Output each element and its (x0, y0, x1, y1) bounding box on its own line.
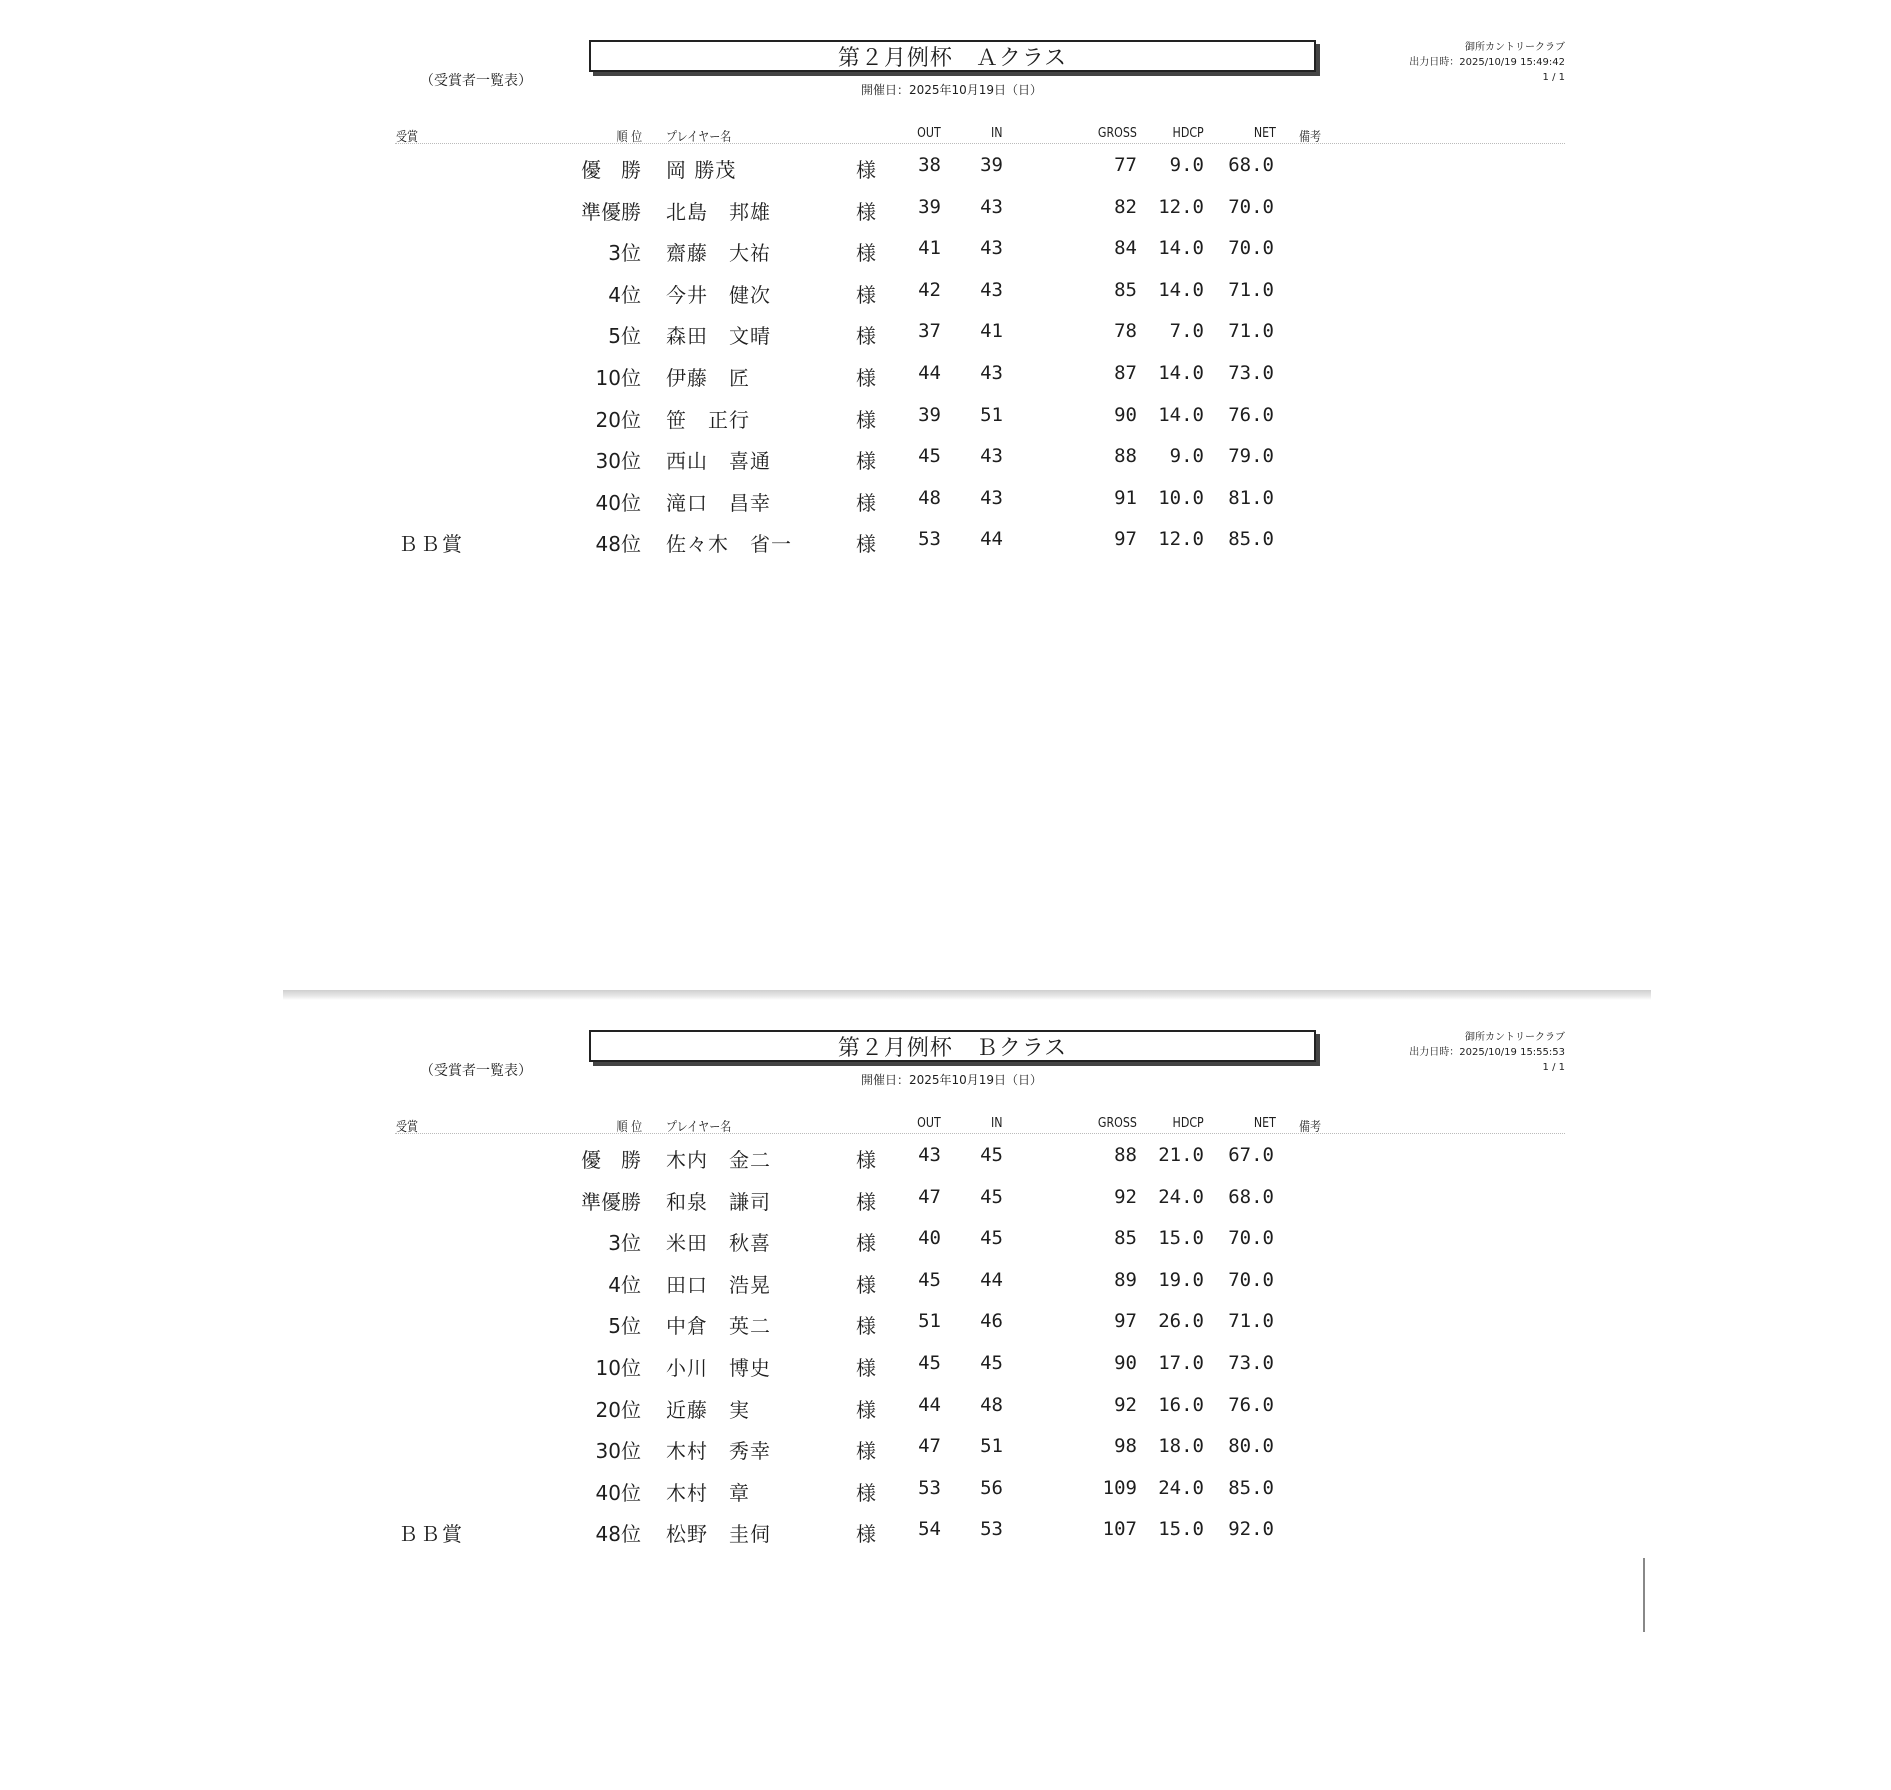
results-sheet-a (0, 0, 1891, 800)
gross-score-cell: 107 (1102, 1518, 1137, 1541)
gross-score-cell: 92 (1114, 1393, 1137, 1416)
rank-cell: 20位 (595, 407, 641, 432)
in-score-cell: 43 (980, 237, 1003, 260)
player-name-cell: 佐々木 省一 (666, 532, 792, 557)
net-score-cell: 71.0 (1228, 278, 1274, 301)
net-score-cell: 85.0 (1228, 528, 1274, 551)
honorific-cell: 様 (856, 1189, 876, 1214)
honorific-cell: 様 (856, 1355, 876, 1380)
in-score-cell: 51 (980, 403, 1003, 426)
table-row (0, 314, 1891, 356)
sheet-title: 第２月例杯 Ａクラス (589, 40, 1316, 72)
gross-score-cell: 85 (1114, 278, 1137, 301)
player-name-cell: 今井 健次 (666, 282, 771, 307)
player-name-cell: 西山 喜通 (666, 449, 771, 474)
in-score-cell: 56 (980, 1476, 1003, 1499)
player-name-cell: 松野 圭伺 (666, 1522, 771, 1547)
player-name-cell: 近藤 実 (666, 1397, 750, 1422)
out-score-cell: 40 (918, 1227, 941, 1250)
net-score-cell: 70.0 (1228, 1268, 1274, 1291)
in-score-cell: 48 (980, 1393, 1003, 1416)
rank-cell: 3位 (608, 241, 641, 266)
header-player: プレイヤー名 (666, 1120, 732, 1135)
out-score-cell: 39 (918, 195, 941, 218)
handicap-cell: 26.0 (1158, 1310, 1204, 1333)
rank-cell: 5位 (608, 324, 641, 349)
gross-score-cell: 88 (1114, 1144, 1137, 1166)
gross-score-cell: 88 (1114, 445, 1137, 468)
player-name-cell: 中倉 英二 (666, 1314, 771, 1339)
net-score-cell: 68.0 (1228, 154, 1274, 176)
handicap-cell: 14.0 (1158, 278, 1204, 301)
in-score-cell: 43 (980, 278, 1003, 301)
table-row (0, 1471, 1891, 1513)
output-time: 出力日時：2025/10/19 15:55:53 (1409, 1047, 1565, 1058)
honorific-cell: 様 (856, 158, 876, 182)
out-score-cell: 43 (918, 1144, 941, 1166)
event-date: 開催日：2025年10月19日（日） (860, 83, 1043, 97)
header-gross: GROSS (1098, 1116, 1137, 1131)
in-score-cell: 39 (980, 154, 1003, 176)
sheet-subtitle: （受賞者一覧表） (420, 1063, 532, 1079)
gross-score-cell: 87 (1114, 361, 1137, 384)
handicap-cell: 14.0 (1158, 403, 1204, 426)
out-score-cell: 51 (918, 1310, 941, 1333)
out-score-cell: 39 (918, 403, 941, 426)
out-score-cell: 47 (918, 1435, 941, 1458)
net-score-cell: 70.0 (1228, 1227, 1274, 1250)
header-rank: 順 位 (616, 1120, 642, 1135)
sheet-title: 第２月例杯 Ｂクラス (589, 1030, 1316, 1062)
honorific-cell: 様 (856, 1439, 876, 1464)
rank-cell: 5位 (608, 1314, 641, 1339)
club-info (1409, 1030, 1565, 1075)
page-number: 1 / 1 (1542, 1062, 1565, 1073)
results-table (0, 148, 1891, 564)
handicap-cell: 9.0 (1169, 154, 1204, 176)
handicap-cell: 24.0 (1158, 1185, 1204, 1208)
output-time: 出力日時：2025/10/19 15:49:42 (1409, 57, 1565, 68)
table-row (0, 1388, 1891, 1430)
out-score-cell: 44 (918, 1393, 941, 1416)
table-row (0, 398, 1891, 440)
honorific-cell: 様 (856, 199, 876, 224)
table-row (0, 1180, 1891, 1222)
honorific-cell: 様 (856, 490, 876, 515)
gross-score-cell: 98 (1114, 1435, 1137, 1458)
handicap-cell: 12.0 (1158, 195, 1204, 218)
gross-score-cell: 97 (1114, 528, 1137, 551)
net-score-cell: 76.0 (1228, 403, 1274, 426)
honorific-cell: 様 (856, 282, 876, 307)
handicap-cell: 7.0 (1169, 320, 1204, 343)
in-score-cell: 45 (980, 1227, 1003, 1250)
net-score-cell: 73.0 (1228, 361, 1274, 384)
honorific-cell: 様 (856, 1314, 876, 1339)
club-name: 御所カントリークラブ (1465, 1032, 1565, 1043)
table-row (0, 356, 1891, 398)
header-in: IN (991, 126, 1003, 141)
net-score-cell: 67.0 (1228, 1144, 1274, 1166)
net-score-cell: 71.0 (1228, 1310, 1274, 1333)
header-out: OUT (917, 1116, 941, 1131)
handicap-cell: 12.0 (1158, 528, 1204, 551)
club-name: 御所カントリークラブ (1465, 42, 1565, 53)
player-name-cell: 伊藤 匠 (666, 365, 750, 390)
rank-cell: 4位 (608, 282, 641, 307)
in-score-cell: 51 (980, 1435, 1003, 1458)
gross-score-cell: 92 (1114, 1185, 1137, 1208)
sheet-subtitle: （受賞者一覧表） (420, 73, 532, 89)
out-score-cell: 42 (918, 278, 941, 301)
player-name-cell: 木内 金二 (666, 1148, 771, 1172)
gross-score-cell: 85 (1114, 1227, 1137, 1250)
rank-cell: 10位 (595, 365, 641, 390)
honorific-cell: 様 (856, 449, 876, 474)
player-name-cell: 笹 正行 (666, 407, 750, 432)
out-score-cell: 44 (918, 361, 941, 384)
handicap-cell: 14.0 (1158, 237, 1204, 260)
honorific-cell: 様 (856, 241, 876, 266)
header-award: 受賞 (396, 1120, 419, 1135)
player-name-cell: 滝口 昌幸 (666, 490, 771, 515)
table-row (0, 1138, 1891, 1180)
event-date: 開催日：2025年10月19日（日） (860, 1073, 1043, 1087)
table-row (0, 439, 1891, 481)
in-score-cell: 43 (980, 195, 1003, 218)
rank-cell: 30位 (595, 449, 641, 474)
table-row (0, 522, 1891, 564)
in-score-cell: 44 (980, 1268, 1003, 1291)
out-score-cell: 47 (918, 1185, 941, 1208)
rank-cell: 優 勝 (581, 158, 641, 182)
table-row (0, 481, 1891, 523)
out-score-cell: 48 (918, 486, 941, 509)
table-row (0, 1263, 1891, 1305)
honorific-cell: 様 (856, 1480, 876, 1505)
player-name-cell: 小川 博史 (666, 1355, 771, 1380)
honorific-cell: 様 (856, 365, 876, 390)
honorific-cell: 様 (856, 1522, 876, 1547)
net-score-cell: 76.0 (1228, 1393, 1274, 1416)
results-table (0, 1138, 1891, 1554)
net-score-cell: 85.0 (1228, 1476, 1274, 1499)
handicap-cell: 15.0 (1158, 1518, 1204, 1541)
net-score-cell: 80.0 (1228, 1435, 1274, 1458)
rank-cell: 30位 (595, 1439, 641, 1464)
handicap-cell: 10.0 (1158, 486, 1204, 509)
table-row (0, 1221, 1891, 1263)
net-score-cell: 92.0 (1228, 1518, 1274, 1541)
table-row (0, 1512, 1891, 1554)
handicap-cell: 21.0 (1158, 1144, 1204, 1166)
player-name-cell: 木村 章 (666, 1480, 750, 1505)
gross-score-cell: 97 (1114, 1310, 1137, 1333)
handicap-cell: 16.0 (1158, 1393, 1204, 1416)
gross-score-cell: 91 (1114, 486, 1137, 509)
player-name-cell: 和泉 謙司 (666, 1189, 771, 1214)
player-name-cell: 森田 文晴 (666, 324, 771, 349)
handicap-cell: 15.0 (1158, 1227, 1204, 1250)
rank-cell: 20位 (595, 1397, 641, 1422)
rank-cell: 40位 (595, 490, 641, 515)
rank-cell: 48位 (595, 1522, 641, 1547)
out-score-cell: 53 (918, 1476, 941, 1499)
player-name-cell: 田口 浩晃 (666, 1272, 771, 1297)
table-row (0, 1304, 1891, 1346)
table-row (0, 273, 1891, 315)
header-out: OUT (917, 126, 941, 141)
club-info (1409, 40, 1565, 85)
gross-score-cell: 77 (1114, 154, 1137, 176)
gross-score-cell: 90 (1114, 403, 1137, 426)
gross-score-cell: 109 (1102, 1476, 1137, 1499)
handicap-cell: 9.0 (1169, 445, 1204, 468)
header-player: プレイヤー名 (666, 130, 732, 145)
honorific-cell: 様 (856, 1272, 876, 1297)
in-score-cell: 44 (980, 528, 1003, 551)
rank-cell: 優 勝 (581, 1148, 641, 1172)
header-notes: 備考 (1299, 1120, 1322, 1135)
in-score-cell: 45 (980, 1351, 1003, 1374)
gross-score-cell: 84 (1114, 237, 1137, 260)
honorific-cell: 様 (856, 1148, 876, 1172)
player-name-cell: 岡 勝茂 (666, 158, 737, 182)
net-score-cell: 79.0 (1228, 445, 1274, 468)
gross-score-cell: 78 (1114, 320, 1137, 343)
honorific-cell: 様 (856, 1231, 876, 1256)
out-score-cell: 53 (918, 528, 941, 551)
out-score-cell: 54 (918, 1518, 941, 1541)
in-score-cell: 41 (980, 320, 1003, 343)
gross-score-cell: 90 (1114, 1351, 1137, 1374)
out-score-cell: 41 (918, 237, 941, 260)
in-score-cell: 43 (980, 445, 1003, 468)
net-score-cell: 70.0 (1228, 195, 1274, 218)
rank-cell: 準優勝 (581, 199, 641, 224)
out-score-cell: 45 (918, 1268, 941, 1291)
out-score-cell: 38 (918, 154, 941, 176)
in-score-cell: 43 (980, 361, 1003, 384)
net-score-cell: 73.0 (1228, 1351, 1274, 1374)
handicap-cell: 14.0 (1158, 361, 1204, 384)
in-score-cell: 46 (980, 1310, 1003, 1333)
header-net: NET (1253, 126, 1276, 141)
rank-cell: 4位 (608, 1272, 641, 1297)
handicap-cell: 18.0 (1158, 1435, 1204, 1458)
table-row (0, 190, 1891, 232)
handicap-cell: 17.0 (1158, 1351, 1204, 1374)
rank-cell: 準優勝 (581, 1189, 641, 1214)
header-rule (395, 1133, 1565, 1134)
in-score-cell: 45 (980, 1185, 1003, 1208)
honorific-cell: 様 (856, 407, 876, 432)
net-score-cell: 70.0 (1228, 237, 1274, 260)
player-name-cell: 齋藤 大祐 (666, 241, 771, 266)
honorific-cell: 様 (856, 324, 876, 349)
award-cell: ＢＢ賞 (398, 532, 464, 557)
in-score-cell: 43 (980, 486, 1003, 509)
header-notes: 備考 (1299, 130, 1322, 145)
header-gross: GROSS (1098, 126, 1137, 141)
gross-score-cell: 82 (1114, 195, 1137, 218)
player-name-cell: 北島 邦雄 (666, 199, 771, 224)
honorific-cell: 様 (856, 532, 876, 557)
in-score-cell: 45 (980, 1144, 1003, 1166)
table-row (0, 1429, 1891, 1471)
header-award: 受賞 (396, 130, 419, 145)
out-score-cell: 45 (918, 445, 941, 468)
out-score-cell: 37 (918, 320, 941, 343)
page-number: 1 / 1 (1542, 72, 1565, 83)
table-row (0, 148, 1891, 190)
rank-cell: 10位 (595, 1355, 641, 1380)
honorific-cell: 様 (856, 1397, 876, 1422)
results-sheet-b (0, 990, 1891, 1790)
header-in: IN (991, 1116, 1003, 1131)
header-rule (395, 143, 1565, 144)
header-hdcp: HDCP (1172, 1116, 1204, 1131)
in-score-cell: 53 (980, 1518, 1003, 1541)
header-rank: 順 位 (616, 130, 642, 145)
player-name-cell: 木村 秀幸 (666, 1439, 771, 1464)
scan-artifact-line (1643, 1558, 1645, 1632)
header-net: NET (1253, 1116, 1276, 1131)
handicap-cell: 24.0 (1158, 1476, 1204, 1499)
handicap-cell: 19.0 (1158, 1268, 1204, 1291)
player-name-cell: 米田 秋喜 (666, 1231, 771, 1256)
table-row (0, 231, 1891, 273)
award-cell: ＢＢ賞 (398, 1522, 464, 1547)
gross-score-cell: 89 (1114, 1268, 1137, 1291)
net-score-cell: 68.0 (1228, 1185, 1274, 1208)
net-score-cell: 71.0 (1228, 320, 1274, 343)
rank-cell: 3位 (608, 1231, 641, 1256)
out-score-cell: 45 (918, 1351, 941, 1374)
rank-cell: 48位 (595, 532, 641, 557)
table-row (0, 1346, 1891, 1388)
net-score-cell: 81.0 (1228, 486, 1274, 509)
rank-cell: 40位 (595, 1480, 641, 1505)
header-hdcp: HDCP (1172, 126, 1204, 141)
